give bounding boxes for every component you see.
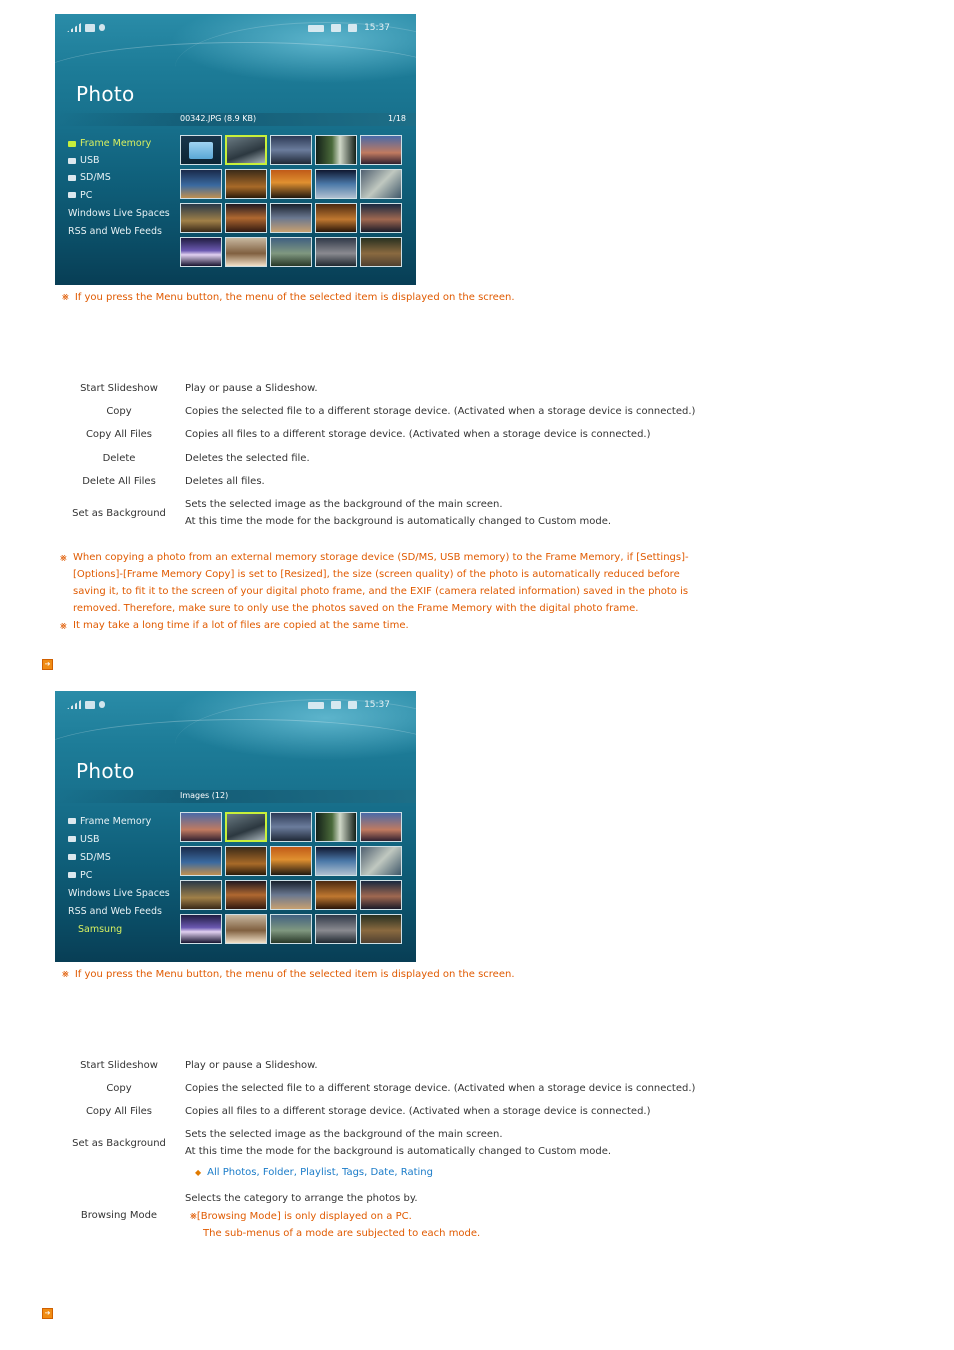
screen-title: Photo bbox=[76, 759, 135, 783]
file-info: 00342.JPG (8.9 KB) bbox=[180, 114, 257, 123]
thumbnail[interactable] bbox=[270, 169, 312, 199]
battery-icon bbox=[308, 25, 324, 32]
thumbnail[interactable] bbox=[180, 169, 222, 199]
thumbnail[interactable] bbox=[270, 135, 312, 165]
table-row: Start Slideshow Play or pause a Slideshow. bbox=[80, 1059, 318, 1071]
frame-memory-icon bbox=[68, 818, 76, 824]
frame-memory-icon bbox=[68, 141, 76, 147]
table-row: Delete Deletes the selected file. bbox=[102, 452, 310, 464]
note-continuation: removed. Therefore, make sure to only use the photos saved on the Frame Memory with the digital photo frame. bbox=[73, 603, 639, 614]
menu-item-pc[interactable]: PC bbox=[68, 186, 170, 204]
screen-title: Photo bbox=[76, 82, 135, 106]
thumbnail[interactable] bbox=[180, 914, 222, 944]
note-mark-icon: ⨳ bbox=[60, 551, 67, 564]
thumbnail-grid bbox=[180, 135, 402, 267]
lock-icon bbox=[99, 24, 105, 31]
table-row: Copy All Files Copies all files to a different storage device. (Activated when a storage device is connected.) bbox=[85, 429, 651, 440]
menu-item-rss-feeds[interactable]: RSS and Web Feeds bbox=[68, 905, 162, 917]
menu-item-usb[interactable]: USB bbox=[68, 830, 170, 848]
browsing-mode-note: ⨳[Browsing Mode] is only displayed on a PC. bbox=[190, 1209, 412, 1222]
thumbnail[interactable] bbox=[360, 135, 402, 165]
memory-icon bbox=[331, 24, 341, 32]
note-mark-icon: ⨳ bbox=[62, 967, 69, 980]
memory-icon bbox=[331, 701, 341, 709]
thumbnail[interactable] bbox=[225, 237, 267, 267]
thumbnail[interactable] bbox=[360, 203, 402, 233]
table-row: Copy All Files Copies all files to a different storage device. (Activated when a storage device is connected.) bbox=[85, 1106, 651, 1117]
status-icons-right bbox=[308, 700, 390, 710]
thumbnail[interactable] bbox=[180, 846, 222, 876]
network-icon bbox=[85, 701, 95, 709]
menu-item-sdms[interactable]: SD/MS bbox=[68, 848, 170, 866]
thumbnail[interactable] bbox=[360, 914, 402, 944]
thumbnail[interactable] bbox=[315, 846, 357, 876]
browsing-mode-options: ◆ All Photos, Folder, Playlist, Tags, Date, Rating bbox=[195, 1167, 433, 1178]
thumbnail[interactable] bbox=[315, 135, 357, 165]
file-info: Images (12) bbox=[180, 791, 229, 800]
photo-screen-2 bbox=[55, 691, 416, 962]
thumbnail[interactable] bbox=[360, 812, 402, 842]
thumbnail[interactable] bbox=[360, 169, 402, 199]
usb-icon bbox=[68, 158, 76, 164]
note-continuation: saving it, to fit it to the screen of your digital photo frame, and the EXIF (camera related information) saved in the photo is bbox=[73, 586, 689, 597]
table-row: Copy Copies the selected file to a different storage device. (Activated when a storage device is connected.) bbox=[106, 406, 696, 417]
source-menu bbox=[68, 135, 170, 240]
thumbnail[interactable] bbox=[315, 880, 357, 910]
menu-item-usb[interactable]: USB bbox=[68, 152, 170, 169]
signal-icon bbox=[67, 700, 81, 709]
note-mark-icon: ⨳ bbox=[60, 619, 67, 632]
menu-item-frame-memory[interactable]: Frame Memory bbox=[68, 812, 170, 830]
status-icons-left bbox=[67, 700, 105, 709]
pc-icon bbox=[68, 872, 76, 878]
menu-item-pc[interactable]: PC bbox=[68, 866, 170, 884]
diamond-bullet-icon: ◆ bbox=[195, 1168, 202, 1177]
page-count: 1/18 bbox=[388, 114, 406, 123]
thumbnail-folder[interactable] bbox=[180, 135, 222, 165]
card-icon bbox=[348, 24, 357, 32]
arrow-right-icon[interactable]: ➔ bbox=[42, 659, 53, 670]
thumbnail[interactable] bbox=[180, 237, 222, 267]
menu-item-windows-live-spaces[interactable]: Windows Live Spaces bbox=[68, 207, 170, 219]
menu-item-frame-memory[interactable]: Frame Memory bbox=[68, 135, 170, 152]
thumbnail[interactable] bbox=[315, 203, 357, 233]
note-mark-icon: ⨳ bbox=[62, 290, 69, 303]
menu-note-2: ⨳ If you press the Menu button, the menu of the selected item is displayed on the screen. bbox=[62, 967, 515, 980]
thumbnail[interactable] bbox=[360, 237, 402, 267]
menu-item-windows-live-spaces[interactable]: Windows Live Spaces bbox=[68, 887, 170, 899]
table-row: Delete All Files Deletes all files. bbox=[82, 476, 265, 487]
thumbnail[interactable] bbox=[270, 237, 312, 267]
thumbnail-grid bbox=[180, 812, 402, 944]
thumbnail[interactable] bbox=[270, 880, 312, 910]
thumbnail[interactable] bbox=[270, 846, 312, 876]
menu-options-table-1 bbox=[54, 376, 695, 533]
menu-item-rss-feeds[interactable]: RSS and Web Feeds bbox=[68, 225, 162, 237]
thumbnail[interactable] bbox=[315, 914, 357, 944]
status-icons-left bbox=[67, 23, 105, 32]
thumbnail[interactable] bbox=[225, 914, 267, 944]
thumbnail[interactable] bbox=[225, 169, 267, 199]
thumbnail[interactable] bbox=[360, 880, 402, 910]
sd-card-icon bbox=[68, 854, 76, 860]
menu-item-sdms[interactable]: SD/MS bbox=[68, 169, 170, 186]
source-menu bbox=[68, 812, 170, 938]
note-continuation: [Options]-[Frame Memory Copy] is set to [Resized], the size (screen quality) of the photo is automatically reduced before bbox=[73, 569, 680, 580]
thumbnail[interactable] bbox=[360, 846, 402, 876]
network-icon bbox=[85, 24, 95, 32]
copy-notes bbox=[60, 549, 689, 634]
thumbnail[interactable] bbox=[180, 880, 222, 910]
table-row: Set as Background Sets the selected image as the background of the main screen. At this time the mode for the background is automatically changed to Custom mode. bbox=[72, 499, 612, 527]
menu-note-1: ⨳ If you press the Menu button, the menu of the selected item is displayed on the screen. bbox=[62, 290, 515, 303]
thumbnail[interactable] bbox=[315, 812, 357, 842]
photo-screen-1 bbox=[55, 14, 416, 285]
note-mark-icon: ⨳ bbox=[190, 1209, 197, 1222]
clock: 15:37 bbox=[364, 23, 390, 33]
table-row: Set as Background Sets the selected image as the background of the main screen. At this time the mode for the background is automatically changed to Custom mode. bbox=[72, 1129, 612, 1157]
menu-options-table-2 bbox=[54, 1053, 695, 1243]
arrow-right-icon[interactable]: ➔ bbox=[42, 1308, 53, 1319]
table-row: Copy Copies the selected file to a different storage device. (Activated when a storage device is connected.) bbox=[106, 1083, 696, 1094]
lock-icon bbox=[99, 701, 105, 708]
thumbnail[interactable] bbox=[270, 812, 312, 842]
thumbnail[interactable] bbox=[225, 203, 267, 233]
card-icon bbox=[348, 701, 357, 709]
signal-icon bbox=[67, 23, 81, 32]
thumbnail[interactable] bbox=[180, 812, 222, 842]
thumbnail[interactable] bbox=[225, 880, 267, 910]
thumbnail[interactable] bbox=[315, 169, 357, 199]
clock: 15:37 bbox=[364, 700, 390, 710]
status-icons-right bbox=[308, 23, 390, 33]
battery-icon bbox=[308, 702, 324, 709]
note: ⨳ It may take a long time if a lot of files are copied at the same time. bbox=[60, 619, 409, 632]
pc-icon bbox=[68, 192, 76, 198]
thumbnail[interactable] bbox=[225, 135, 267, 165]
file-info-bar bbox=[55, 790, 416, 803]
sd-card-icon bbox=[68, 175, 76, 181]
thumbnail[interactable] bbox=[180, 203, 222, 233]
usb-icon bbox=[68, 836, 76, 842]
thumbnail[interactable] bbox=[225, 812, 267, 842]
thumbnail[interactable] bbox=[270, 914, 312, 944]
thumbnail[interactable] bbox=[225, 846, 267, 876]
table-row: Browsing Mode ◆ All Photos, Folder, Playlist, Tags, Date, Rating Selects the category to arrange the photos by. ⨳[Browsing Mode] is only displayed on a PC. The sub-menus of a mode are subjected to each mode. bbox=[54, 1163, 695, 1243]
thumbnail[interactable] bbox=[315, 237, 357, 267]
table-row: Start Slideshow Play or pause a Slideshow. bbox=[80, 382, 318, 394]
menu-item-samsung[interactable]: Samsung bbox=[78, 923, 123, 935]
thumbnail[interactable] bbox=[270, 203, 312, 233]
file-info-bar bbox=[55, 113, 416, 126]
note: ⨳ When copying a photo from an external memory storage device (SD/MS, USB memory) to the Frame Memory, if [Settings]- bbox=[60, 551, 689, 564]
